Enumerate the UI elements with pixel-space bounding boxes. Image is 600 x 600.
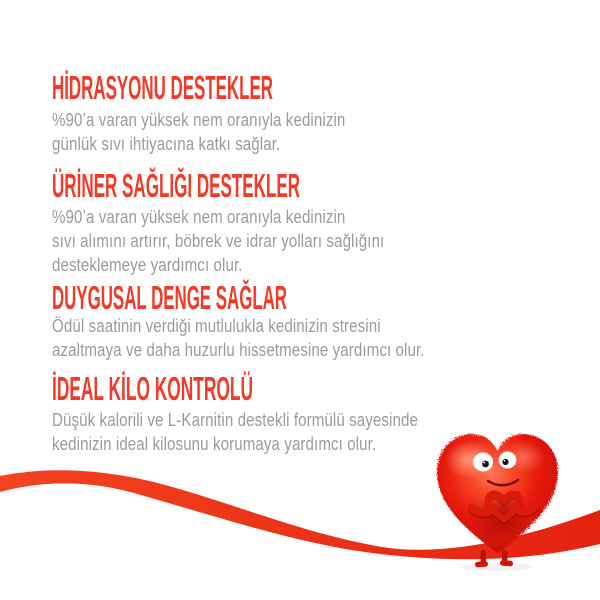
- section-body-line: günlük sıvı ihtiyacına katkı sağlar.: [52, 134, 281, 154]
- section-body-line: desteklemeye yardımcı olur.: [52, 255, 243, 275]
- section-heading-urinary: [52, 165, 362, 207]
- section-body-line: kedinizin ideal kilosunu korumaya yardımcı olur.: [52, 434, 377, 454]
- mascot-right-leg: [500, 550, 513, 566]
- section-body-urinary: [52, 205, 489, 277]
- section-heading-emotional: [52, 277, 362, 319]
- fuzzy-heart-mascot: [425, 424, 565, 574]
- section-heading-text: İDEAL KİLO KONTROLÜ: [52, 370, 253, 407]
- section-body-line: Düşük kalorili ve L-Karnitin destekli formülü sayesinde: [52, 410, 418, 430]
- section-heading-hydration: [52, 67, 362, 109]
- section-body-weight: [52, 408, 489, 456]
- section-body-line: %90’a varan yüksek nem oranıyla kedinizin: [52, 207, 346, 227]
- section-body-emotional: [52, 314, 489, 362]
- mascot-left-leg: [475, 550, 488, 567]
- mascot-left-eye: [473, 453, 493, 471]
- section-heading-text: HİDRASYONU DESTEKLER: [52, 69, 274, 106]
- section-heading-text: ÜRİNER SAĞLIĞI DESTEKLER: [52, 167, 301, 204]
- section-body-hydration: [52, 108, 489, 156]
- mascot-ground-shadow: [461, 563, 533, 571]
- section-body-line: %90’a varan yüksek nem oranıyla kedinizin: [52, 110, 346, 130]
- section-heading-text: DUYGUSAL DENGE SAĞLAR: [52, 279, 288, 316]
- section-heading-weight: [52, 368, 362, 410]
- section-body-line: azaltmaya ve daha huzurlu hissetmesine yardımcı olur.: [52, 340, 425, 360]
- section-body-line: Ödül saatinin verdiği mutlulukla kedinizin stresini: [52, 316, 381, 336]
- mascot-right-eye: [499, 452, 516, 468]
- section-body-line: sıvı alımını artırır, böbrek ve idrar yolları sağlığını: [52, 231, 385, 251]
